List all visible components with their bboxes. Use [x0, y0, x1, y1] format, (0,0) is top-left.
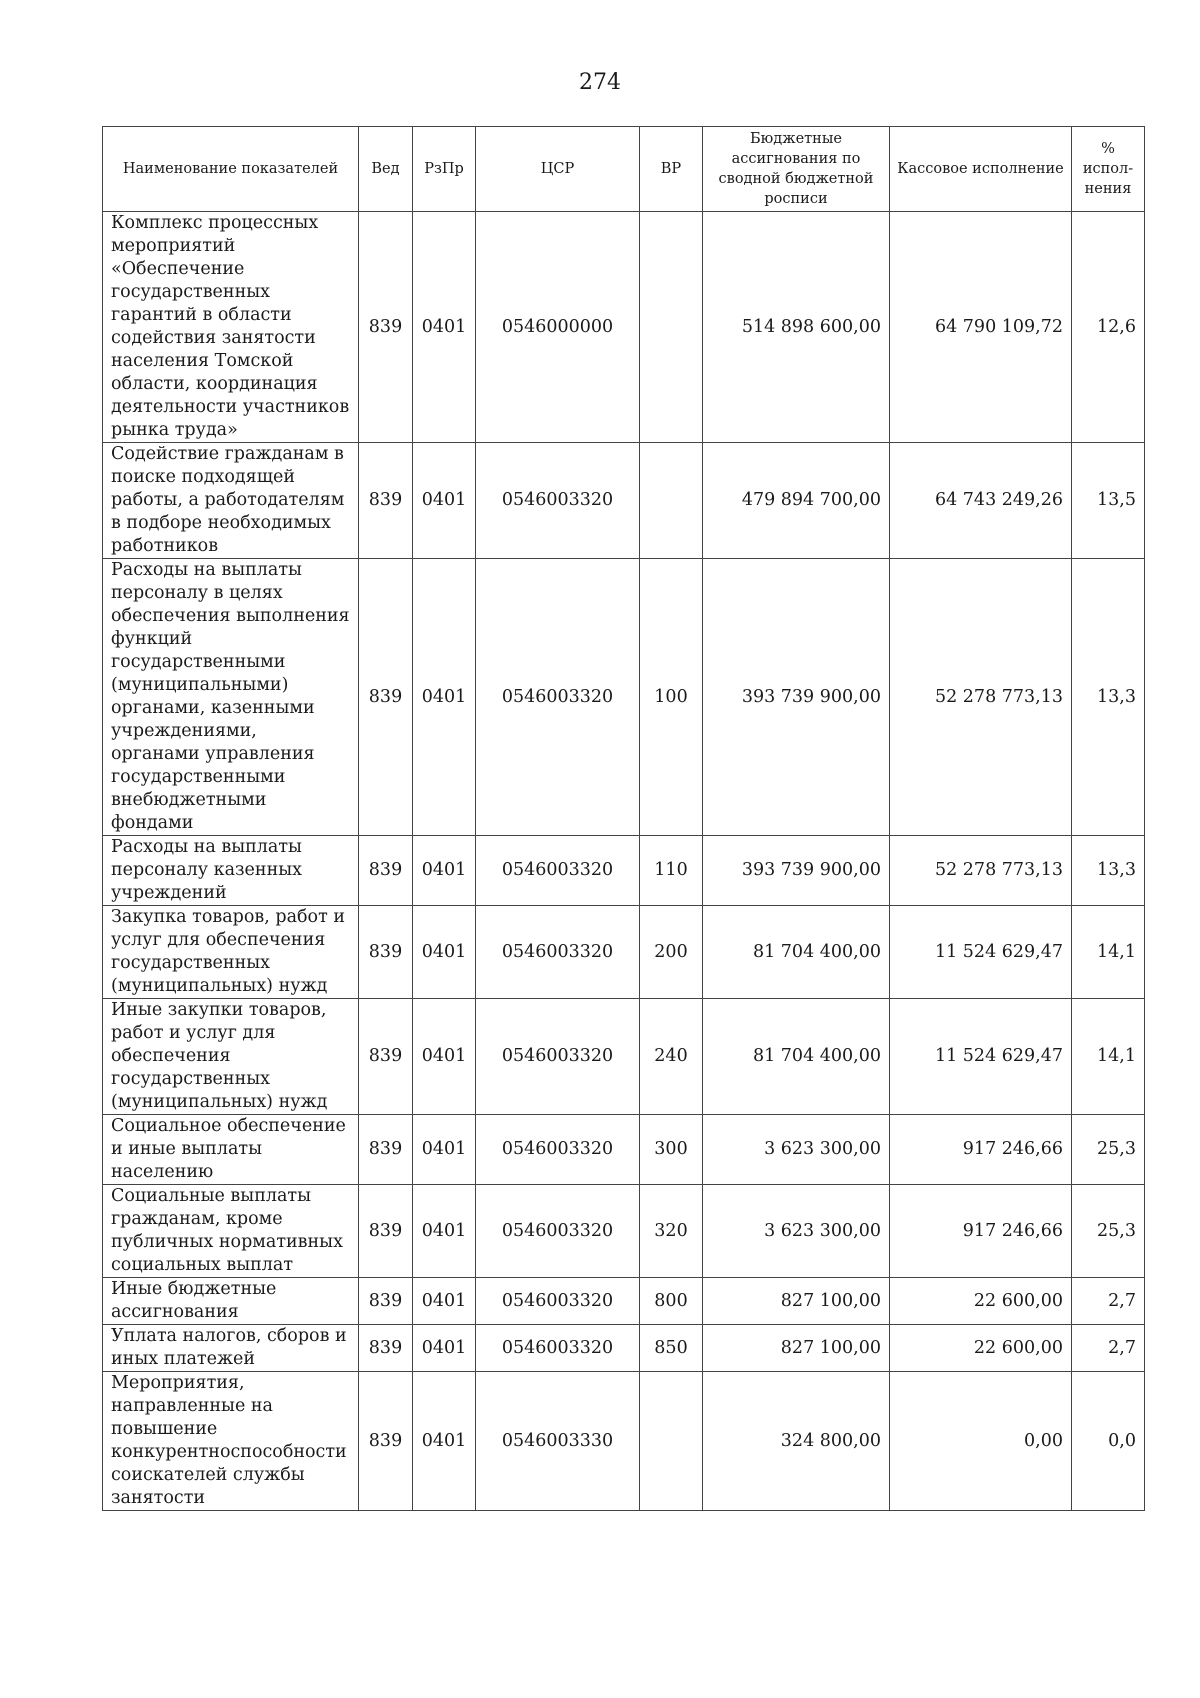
row-ved: 839 [359, 559, 413, 836]
row-assignments: 393 739 900,00 [703, 836, 890, 906]
row-assignments: 393 739 900,00 [703, 559, 890, 836]
table-row [103, 1325, 1145, 1372]
row-assignments: 514 898 600,00 [703, 212, 890, 443]
row-ved: 839 [359, 1372, 413, 1511]
row-rzpr: 0401 [413, 999, 476, 1115]
budget-table [102, 126, 1145, 1511]
header-csr: ЦСР [476, 127, 640, 212]
row-assignments: 81 704 400,00 [703, 999, 890, 1115]
row-csr: 0546003320 [476, 1325, 640, 1372]
row-assignments: 827 100,00 [703, 1325, 890, 1372]
header-assignments: Бюджетные ассигнования по сводной бюджетной росписи [703, 127, 890, 212]
row-execution-percent: 13,5 [1072, 443, 1145, 559]
row-rzpr: 0401 [413, 212, 476, 443]
table-row [103, 212, 1145, 443]
row-csr: 0546003320 [476, 443, 640, 559]
row-ved: 839 [359, 1325, 413, 1372]
header-rzpr: РзПр [413, 127, 476, 212]
row-ved: 839 [359, 1185, 413, 1278]
row-vr: 300 [640, 1115, 703, 1185]
row-ved: 839 [359, 443, 413, 559]
row-csr: 0546003320 [476, 1115, 640, 1185]
row-vr: 110 [640, 836, 703, 906]
row-assignments: 3 623 300,00 [703, 1185, 890, 1278]
row-vr: 800 [640, 1278, 703, 1325]
row-assignments: 479 894 700,00 [703, 443, 890, 559]
row-cash-execution: 11 524 629,47 [890, 999, 1072, 1115]
row-name: Социальное обеспечение и иные выплаты населению [103, 1115, 359, 1185]
header-execution-percent: % испол-нения [1072, 127, 1145, 212]
row-execution-percent: 14,1 [1072, 999, 1145, 1115]
row-cash-execution: 0,00 [890, 1372, 1072, 1511]
row-cash-execution: 917 246,66 [890, 1185, 1072, 1278]
row-name: Иные бюджетные ассигнования [103, 1278, 359, 1325]
row-assignments: 324 800,00 [703, 1372, 890, 1511]
header-vr: ВР [640, 127, 703, 212]
table-row [103, 906, 1145, 999]
row-cash-execution: 64 743 249,26 [890, 443, 1072, 559]
header-name: Наименование показателей [103, 127, 359, 212]
row-assignments: 81 704 400,00 [703, 906, 890, 999]
table-row [103, 1185, 1145, 1278]
row-execution-percent: 13,3 [1072, 559, 1145, 836]
row-ved: 839 [359, 1115, 413, 1185]
table-row [103, 1115, 1145, 1185]
row-assignments: 827 100,00 [703, 1278, 890, 1325]
row-rzpr: 0401 [413, 559, 476, 836]
row-ved: 839 [359, 999, 413, 1115]
row-name: Иные закупки товаров, работ и услуг для обеспечения государственных (муниципальных) нужд [103, 999, 359, 1115]
row-name: Расходы на выплаты персоналу казенных учреждений [103, 836, 359, 906]
page-number: 274 [579, 70, 621, 95]
row-ved: 839 [359, 836, 413, 906]
row-execution-percent: 14,1 [1072, 906, 1145, 999]
row-vr: 850 [640, 1325, 703, 1372]
row-csr: 0546000000 [476, 212, 640, 443]
row-cash-execution: 11 524 629,47 [890, 906, 1072, 999]
row-csr: 0546003320 [476, 559, 640, 836]
row-cash-execution: 64 790 109,72 [890, 212, 1072, 443]
row-vr [640, 1372, 703, 1511]
row-name: Содействие гражданам в поиске подходящей работы, а работодателям в подборе необходимых работников [103, 443, 359, 559]
row-cash-execution: 52 278 773,13 [890, 559, 1072, 836]
row-csr: 0546003320 [476, 906, 640, 999]
row-rzpr: 0401 [413, 1325, 476, 1372]
row-name: Расходы на выплаты персоналу в целях обеспечения выполнения функций государственными (муниципальными) органами, казенными учреждениями, органами управления государственными внебюджетными фондами [103, 559, 359, 836]
row-csr: 0546003320 [476, 1185, 640, 1278]
row-vr: 200 [640, 906, 703, 999]
header-ved: Вед [359, 127, 413, 212]
row-execution-percent: 13,3 [1072, 836, 1145, 906]
row-assignments: 3 623 300,00 [703, 1115, 890, 1185]
row-csr: 0546003320 [476, 999, 640, 1115]
table-row [103, 999, 1145, 1115]
table-row [103, 443, 1145, 559]
row-rzpr: 0401 [413, 443, 476, 559]
row-cash-execution: 22 600,00 [890, 1325, 1072, 1372]
row-cash-execution: 52 278 773,13 [890, 836, 1072, 906]
row-execution-percent: 25,3 [1072, 1185, 1145, 1278]
row-rzpr: 0401 [413, 1185, 476, 1278]
row-vr [640, 443, 703, 559]
row-cash-execution: 917 246,66 [890, 1115, 1072, 1185]
row-execution-percent: 0,0 [1072, 1372, 1145, 1511]
row-rzpr: 0401 [413, 1278, 476, 1325]
row-rzpr: 0401 [413, 906, 476, 999]
row-rzpr: 0401 [413, 836, 476, 906]
header-cash-execution: Кассовое исполнение [890, 127, 1072, 212]
row-name: Комплекс процессных мероприятий «Обеспечение государственных гарантий в области содействия занятости населения Томской области, координация деятельности участников рынка труда» [103, 212, 359, 443]
row-rzpr: 0401 [413, 1115, 476, 1185]
row-csr: 0546003330 [476, 1372, 640, 1511]
row-ved: 839 [359, 906, 413, 999]
row-rzpr: 0401 [413, 1372, 476, 1511]
row-name: Мероприятия, направленные на повышение конкурентноспособности соискателей службы занятости [103, 1372, 359, 1511]
row-execution-percent: 25,3 [1072, 1115, 1145, 1185]
row-name: Социальные выплаты гражданам, кроме публичных нормативных социальных выплат [103, 1185, 359, 1278]
row-csr: 0546003320 [476, 836, 640, 906]
row-execution-percent: 2,7 [1072, 1325, 1145, 1372]
table-row [103, 836, 1145, 906]
row-name: Уплата налогов, сборов и иных платежей [103, 1325, 359, 1372]
row-csr: 0546003320 [476, 1278, 640, 1325]
row-vr: 240 [640, 999, 703, 1115]
row-execution-percent: 2,7 [1072, 1278, 1145, 1325]
row-vr: 100 [640, 559, 703, 836]
row-ved: 839 [359, 212, 413, 443]
header-row [103, 127, 1145, 212]
row-vr: 320 [640, 1185, 703, 1278]
table-row [103, 559, 1145, 836]
table-row [103, 1372, 1145, 1511]
row-name: Закупка товаров, работ и услуг для обеспечения государственных (муниципальных) нужд [103, 906, 359, 999]
row-execution-percent: 12,6 [1072, 212, 1145, 443]
table-row [103, 1278, 1145, 1325]
row-ved: 839 [359, 1278, 413, 1325]
row-vr [640, 212, 703, 443]
row-cash-execution: 22 600,00 [890, 1278, 1072, 1325]
